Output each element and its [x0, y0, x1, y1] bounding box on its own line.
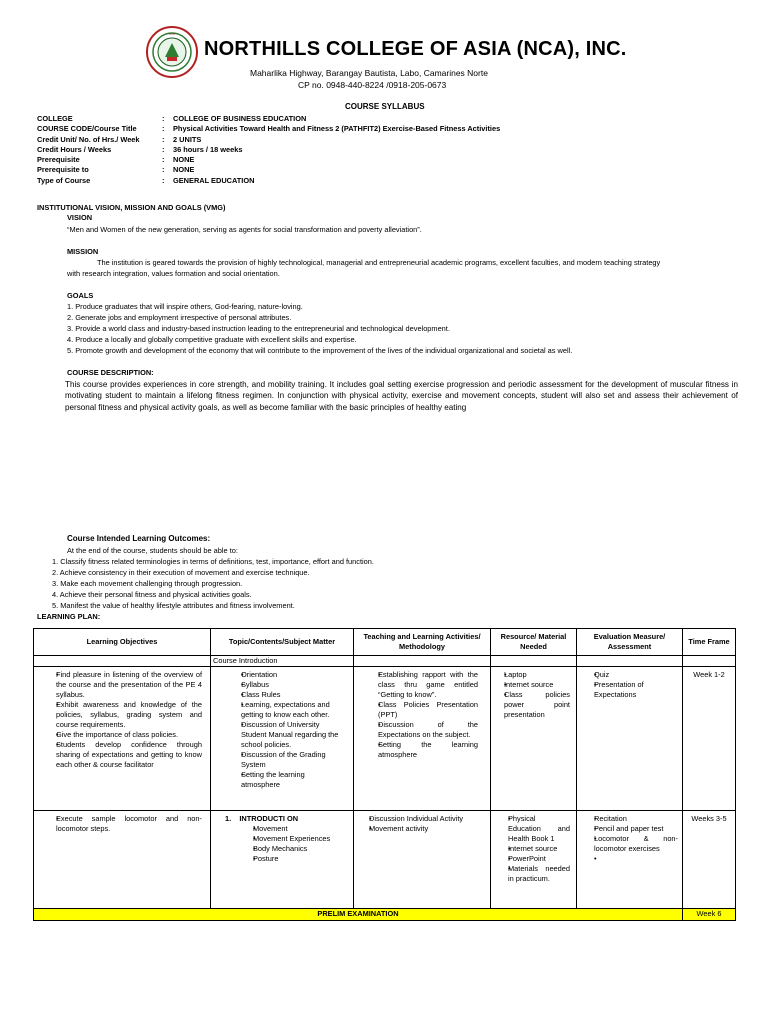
- topics-list: [225, 670, 345, 790]
- info-label: COLLEGE: [37, 114, 73, 123]
- info-label: Credit Hours / Weeks: [37, 144, 112, 154]
- list-item: • Locomotor & non-locomotor exercises: [580, 834, 678, 854]
- column-header: Teaching and Learning Activities/ Methodology: [354, 629, 491, 656]
- goal-item: 3. Provide a world class and industry-based instruction leading to the entrepreneurial and technological development.: [67, 324, 450, 333]
- college-seal-icon: [146, 26, 198, 78]
- list-item: • Recitation: [580, 814, 678, 824]
- list-item: [580, 854, 678, 864]
- list-item: • Pencil and paper test: [580, 824, 678, 834]
- list-item: • Discussion of University Student Manual regarding the school policies.: [225, 720, 345, 750]
- course-description-text: This course provides experiences in core strength, and mobility training. It includes goal setting exercise progression and periodic assessment for the development of muscular fitness in motivating student to maintain a lifelong fitness regimen. In conjunction with physical activity, exercise and movement concepts, student will also set and assess their achievement of personal fitness and physical activity goals, as well as become familiar with the basic principles of healthy eating: [65, 380, 738, 412]
- college-address: Maharlika Highway, Barangay Bautista, Labo, Camarines Norte: [250, 68, 488, 78]
- learning-plan-heading: LEARNING PLAN:: [37, 612, 101, 621]
- svg-text:•••••: •••••: [168, 31, 176, 36]
- goal-item: 4. Produce a locally and globally competitive graduate with excellent skills and expertise.: [67, 335, 357, 344]
- activities-list: [368, 670, 478, 760]
- list-item: • Find pleasure in listening of the overview of the course and the presentation of the PE 4 syllabus.: [38, 670, 202, 700]
- goals-heading: GOALS: [67, 291, 94, 300]
- list-item: • Class Rules: [225, 690, 345, 700]
- exam-row: [34, 909, 736, 921]
- info-value: 36 hours / 18 weeks: [173, 144, 243, 154]
- time-frame: Week 1-2: [683, 667, 736, 811]
- cilo-item: 5. Manifest the value of healthy lifestyle attributes and fitness involvement.: [52, 601, 295, 610]
- table-row: [34, 667, 736, 811]
- info-label: Type of Course: [37, 175, 91, 185]
- evaluation-list: [580, 670, 678, 700]
- list-item: • Exhibit awareness and knowledge of the policies, syllabus, grading system and course requirements.: [38, 700, 202, 730]
- list-item: • Body Mechanics: [225, 844, 345, 854]
- list-item: • Syllabus: [225, 680, 345, 690]
- cilo-item: 1. Classify fitness related terminologies in terms of definitions, test, importance, effort and function.: [52, 557, 374, 566]
- list-item: • Class Policies Presentation (PPT): [368, 700, 478, 720]
- objectives-list: [38, 670, 202, 770]
- info-label: Credit Unit/ No. of Hrs./ Week: [37, 134, 140, 144]
- list-item: • Discussion of the Grading System: [225, 750, 345, 770]
- table-header-row: [34, 629, 736, 656]
- list-item: • Movement Experiences: [225, 834, 345, 844]
- list-item: • Posture: [225, 854, 345, 864]
- info-value: NONE: [173, 165, 195, 175]
- goal-item: 1. Produce graduates that will inspire others, God-fearing, nature-loving.: [67, 302, 303, 311]
- column-header: Learning Objectives: [34, 629, 211, 656]
- activities-list: [357, 814, 482, 834]
- list-item: • Learning, expectations and getting to know each other.: [225, 700, 345, 720]
- info-label: COURSE CODE/Course Title: [37, 124, 137, 134]
- resources-list: [494, 670, 570, 720]
- list-item: • Discussion Individual Activity: [357, 814, 482, 824]
- mission-text-line1: The institution is geared towards the provision of highly technological, managerial and entrepreneurial academic programs, excellent faculties, and modern teaching strategy: [97, 258, 661, 267]
- cilo-heading: Course Intended Learning Outcomes:: [67, 534, 211, 543]
- column-header: Time Frame: [683, 629, 736, 656]
- course-description-heading: COURSE DESCRIPTION:: [67, 368, 154, 377]
- list-item: • Students develop confidence through sharing of expectations and getting to know each other & course facilitator: [38, 740, 202, 770]
- list-item: • Quiz: [580, 670, 678, 680]
- info-label: Prerequisite: [37, 155, 80, 165]
- list-item: • Setting the learning atmosphere: [368, 740, 478, 760]
- topics-list: [225, 824, 345, 864]
- column-header: Evaluation Measure/ Assessment: [577, 629, 683, 656]
- column-header: Topic/Contents/Subject Matter: [211, 629, 354, 656]
- cilo-item: 2. Achieve consistency in their execution of movement and exercise technique.: [52, 568, 310, 577]
- list-item: • Internet source: [494, 680, 570, 690]
- evaluation-list: [580, 814, 678, 864]
- college-name: NORTHILLS COLLEGE OF ASIA (NCA), INC.: [204, 38, 627, 60]
- table-row: [34, 811, 736, 909]
- cilo-item: 4. Achieve their personal fitness and physical activities goals.: [52, 590, 252, 599]
- exam-label: PRELIM EXAMINATION: [34, 909, 683, 921]
- syllabus-page: ••••• NORTHILLS COLLEGE OF ASIA (NCA), INC. Maharlika Highway, Barangay Bautista, Labo, Camarines Norte CP no. 0948-440-8224 /0918-205-0673 COURSE SYLLABUS COLLEGE : COLLEGE OF BUSINESS EDUCATION COURSE CODE/Course Title : Physical Activities Toward Health and Fitness 2 (PATHFIT2) Exercise-Based Fitness Activities Credit Unit/ No. of Hrs./ Week : 2 UNITS Credit Hours / Weeks : 36 hours / 18 weeks Prerequisite : NONE Prerequisite to : NONE Type of Course : GENERAL EDUCATION INSTITUTIONAL VISION, MISSION AND GOALS (VMG) VISION “Men and Women of the new generation, serving as agents for social transformation and poverty alleviation”. MISSION The institution is geared towards the provision of highly technological, managerial and entrepreneurial academic programs, excellent faculties, and modern teaching strategy with research integration, values formation and social orientation. GOALS 1. Produce graduates that will inspire others, God-fearing, nature-loving. 2. Generate jobs and employment irrespective of personal attributes. 3. Provide a world class and industry-based instruction leading to the entrepreneurial and technological development. 4. Produce a locally and globally competitive graduate with excellent skills and expertise. 5. Promote growth and development of the economy that will contribute to the improvement of the lives of the individual organizational and societal as well. COURSE DESCRIPTION: This course provides experiences in core strength, and mobility training. It includes goal setting exercise progression and periodic assessment for the development of muscular fitness in motivating student to maintain a lifelong fitness regimen. In conjunction with physical activity, exercise and movement concepts, student will also set and assess their achievement of personal fitness and physical activity goals, as well as become familiar with the basic principles of healthy eating Course Intended Learning Outcomes: At the end of the course, students should be able to: 1. Classify fitness related terminologies in terms of definitions, test, importance, effort and function. 2. Achieve consistency in their execution of movement and exercise technique. 3. Make each movement challenging through progression. 4. Achieve their personal fitness and physical activities goals. 5. Manifest the value of healthy lifestyle attributes and fitness involvement. LEARNING PLAN: Learning Objectives Topic/Contents/Subject Matter Teaching and Learning Activities/ Methodology Resource/ Material Needed Evaluation Measure/ Assessment Time Frame Course Introduction • Find pleasure in listening of the overview of the course and the presentation of the PE 4 syllabus. • Exhibit awareness and knowledge of the policies, syllabus, grading system and course requirements. • Give the importance of class policies. • Students develop confidence through sharing of expectations and getting to know each other & course facilitator • Orientation • Syllabus • Class Rules • Learning, expectations and getting to know each other. • Discussion of University Student Manual regarding the school policies. • Discussion of the Grading System • Setting the learning atmosphere • Establishing rapport with the class thru game entitled “Getting to know”. • Class Policies Presentation (PPT) • Discussion of the Expectations on the subject. • Setting the learning atmosphere • Laptop • Internet source • Class policies power point presentation • Quiz • Presentation of Expectations Week 1-2 • Execute sample locomotor and non-locomotor steps. 1. INTRODUCTI ON • Movement • Movement Experiences • Body Mechanics • Posture • Discussion Individual Activity • Movement activity • Physical Education and Health Book 1 • Internet source • PowerPoint • Materials needed in practicum. • Recitation • Pencil and paper test • Locomotor & non-locomotor exercises • Weeks 3-5 PRELIM EXAMINATION Week 6: [0, 0, 768, 1024]
- vision-heading: VISION: [67, 213, 93, 222]
- syllabus-title: COURSE SYLLABUS: [345, 102, 425, 111]
- list-item: • Orientation: [225, 670, 345, 680]
- list-item: • Class policies power point presentation: [494, 690, 570, 720]
- info-value: NONE: [173, 155, 195, 165]
- info-value: COLLEGE OF BUSINESS EDUCATION: [173, 114, 307, 123]
- list-item: • Presentation of Expectations: [580, 680, 678, 700]
- cilo-item: 3. Make each movement challenging through progression.: [52, 579, 243, 588]
- mission-heading: MISSION: [67, 247, 99, 256]
- list-item: • Materials needed in practicum.: [494, 864, 570, 884]
- vmg-heading: INSTITUTIONAL VISION, MISSION AND GOALS (VMG): [37, 203, 226, 212]
- list-item: • Setting the learning atmosphere: [225, 770, 345, 790]
- list-item: • Discussion of the Expectations on the subject.: [368, 720, 478, 740]
- list-item: • Physical Education and Health Book 1: [494, 814, 570, 844]
- list-item: • Give the importance of class policies.: [38, 730, 202, 740]
- vision-text: “Men and Women of the new generation, serving as agents for social transformation and poverty alleviation”.: [67, 225, 422, 234]
- list-item: • Movement: [225, 824, 345, 834]
- info-value: 2 UNITS: [173, 134, 202, 144]
- list-item: • Establishing rapport with the class thru game entitled “Getting to know”.: [368, 670, 478, 700]
- college-contact: CP no. 0948-440-8224 /0918-205-0673: [298, 80, 447, 90]
- learning-plan-table: [33, 628, 736, 921]
- objectives-list: [38, 814, 202, 834]
- cilo-intro: At the end of the course, students should be able to:: [67, 546, 238, 555]
- info-label: Prerequisite to: [37, 165, 89, 175]
- info-value: GENERAL EDUCATION: [173, 175, 255, 185]
- info-value: Physical Activities Toward Health and Fitness 2 (PATHFIT2) Exercise-Based Fitness Activities: [173, 124, 501, 134]
- list-item: • Internet source: [494, 844, 570, 854]
- goal-item: 5. Promote growth and development of the economy that will contribute to the improvement of the lives of the individual organizational and societal as well.: [67, 346, 573, 355]
- topic-heading: 1. INTRODUCTI ON: [225, 814, 299, 823]
- list-item: • Laptop: [494, 670, 570, 680]
- course-introduction-label: Course Introduction: [211, 656, 354, 667]
- goal-item: 2. Generate jobs and employment irrespective of personal attributes.: [67, 313, 292, 322]
- list-item: • Movement activity: [357, 824, 482, 834]
- time-frame: Weeks 3-5: [683, 811, 736, 909]
- exam-time-frame: Week 6: [683, 909, 736, 921]
- column-header: Resource/ Material Needed: [491, 629, 577, 656]
- resources-list: [494, 814, 570, 884]
- table-row: [34, 656, 736, 667]
- mission-text-line2: with research integration, values formation and social orientation.: [67, 269, 280, 278]
- list-item: • PowerPoint: [494, 854, 570, 864]
- list-item: • Execute sample locomotor and non-locomotor steps.: [38, 814, 202, 834]
